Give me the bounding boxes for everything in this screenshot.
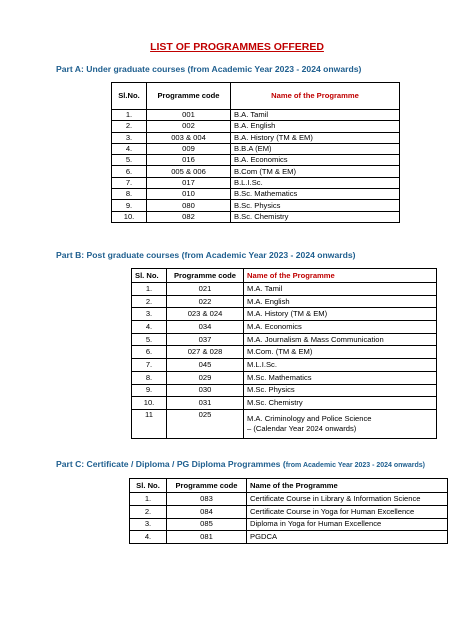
table-row: [132, 371, 437, 384]
code-header: Programme code: [167, 269, 244, 283]
slno-header: Sl. No.: [130, 479, 167, 493]
part-b-table: [131, 268, 437, 439]
programme-name-cell: M.Sc. Physics: [244, 384, 437, 397]
table-row: [112, 189, 400, 200]
programme-name-cell: M.A. English: [244, 295, 437, 308]
programme-code-cell: 085: [167, 518, 247, 531]
slno-cell: 9.: [112, 200, 147, 211]
programme-code-cell: 016: [147, 155, 231, 166]
part-c-heading-small: from Academic Year 2023 - 2024 onwards): [285, 462, 425, 469]
programme-name-cell: B.Com (TM & EM): [231, 166, 400, 177]
programme-code-cell: 017: [147, 177, 231, 188]
part-a-table: [111, 82, 400, 223]
programme-name-cell: M.A. Journalism & Mass Communication: [244, 333, 437, 346]
programme-name-cell: M.Sc. Mathematics: [244, 371, 437, 384]
slno-cell: 10.: [112, 211, 147, 222]
table-row: [132, 359, 437, 372]
slno-cell: 7.: [132, 359, 167, 372]
part-a-heading: Part A: Under graduate courses (from Academic Year 2023 - 2024 onwards): [56, 64, 362, 74]
part-c-table: [129, 478, 448, 544]
programme-code-cell: 027 & 028: [167, 346, 244, 359]
table-header-row: [112, 83, 400, 110]
part-c-body: [130, 493, 448, 544]
part-c-heading: [56, 459, 425, 469]
part-b-heading: Part B: Post graduate courses (from Academic Year 2023 - 2024 onwards): [56, 250, 356, 260]
programme-code-cell: 082: [147, 211, 231, 222]
table-row: [112, 132, 400, 143]
programme-name-cell: Certificate Course in Library & Information Science: [247, 493, 448, 506]
slno-cell: 4.: [112, 143, 147, 154]
table-row: [130, 493, 448, 506]
table-row: [130, 531, 448, 544]
programme-code-cell: 010: [147, 189, 231, 200]
programme-name-cell: B.B.A (EM): [231, 143, 400, 154]
programme-code-cell: 034: [167, 321, 244, 334]
programme-name-cell: PGDCA: [247, 531, 448, 544]
programme-name-note: – (Calendar Year 2024 onwards): [247, 424, 357, 434]
programme-name-cell: B.A. History (TM & EM): [231, 132, 400, 143]
programme-code-cell: 037: [167, 333, 244, 346]
slno-cell: 8.: [112, 189, 147, 200]
programme-name-line: M.A. Criminology and Police Science: [247, 414, 372, 424]
programme-name-cell: Certificate Course in Yoga for Human Excellence: [247, 505, 448, 518]
programme-name-cell: M.Com. (TM & EM): [244, 346, 437, 359]
programme-code-cell: 022: [167, 295, 244, 308]
slno-cell: 3.: [132, 308, 167, 321]
programme-name-cell: B.Sc. Chemistry: [231, 211, 400, 222]
programme-name-cell: B.A. Economics: [231, 155, 400, 166]
slno-cell: 10.: [132, 397, 167, 410]
table-row: [132, 283, 437, 296]
slno-cell: 5.: [112, 155, 147, 166]
programme-code-cell: 084: [167, 505, 247, 518]
programme-name-cell: M.A. Economics: [244, 321, 437, 334]
programme-code-cell: 030: [167, 384, 244, 397]
programme-code-cell: 002: [147, 121, 231, 132]
programme-name-header: Name of the Programme: [244, 269, 437, 283]
table-row: [132, 397, 437, 410]
programme-name-cell: M.L.I.Sc.: [244, 359, 437, 372]
programme-code-cell: 009: [147, 143, 231, 154]
table-row: [130, 518, 448, 531]
code-header: Programme code: [167, 479, 247, 493]
programme-code-cell: 031: [167, 397, 244, 410]
table-row: [132, 346, 437, 359]
slno-cell: 1.: [130, 493, 167, 506]
programme-name-header: Name of the Programme: [247, 479, 448, 493]
programme-code-cell: 083: [167, 493, 247, 506]
table-header-row: [130, 479, 448, 493]
table-row: [112, 166, 400, 177]
programme-name-cell: [244, 409, 437, 438]
slno-cell: 9.: [132, 384, 167, 397]
table-row: [132, 308, 437, 321]
part-a-body: [112, 110, 400, 223]
slno-cell: 5.: [132, 333, 167, 346]
table-row: [112, 121, 400, 132]
programme-name-cell: M.Sc. Chemistry: [244, 397, 437, 410]
programme-code-cell: 005 & 006: [147, 166, 231, 177]
table-row: [132, 384, 437, 397]
slno-cell: 6.: [132, 346, 167, 359]
slno-cell: 1.: [132, 283, 167, 296]
slno-cell: 2.: [130, 505, 167, 518]
table-row: [112, 200, 400, 211]
programme-code-cell: 021: [167, 283, 244, 296]
slno-cell: 2.: [112, 121, 147, 132]
table-row: [132, 295, 437, 308]
table-row: [112, 177, 400, 188]
programme-code-cell: 001: [147, 110, 231, 121]
slno-cell: 2.: [132, 295, 167, 308]
programme-code-cell: 029: [167, 371, 244, 384]
programme-name-header: Name of the Programme: [231, 83, 400, 110]
table-row: [112, 155, 400, 166]
slno-header: Sl. No.: [132, 269, 167, 283]
table-row: [132, 333, 437, 346]
programme-name-cell: B.Sc. Mathematics: [231, 189, 400, 200]
programme-name-cell: B.Sc. Physics: [231, 200, 400, 211]
programme-code-cell: 023 & 024: [167, 308, 244, 321]
slno-cell: 1.: [112, 110, 147, 121]
programme-name-cell: B.A. English: [231, 121, 400, 132]
table-row: [132, 409, 437, 438]
table-row: [130, 505, 448, 518]
programme-name-cell: Diploma in Yoga for Human Excellence: [247, 518, 448, 531]
slno-cell: 4.: [132, 321, 167, 334]
table-row: [112, 143, 400, 154]
programme-code-cell: 080: [147, 200, 231, 211]
slno-cell: 8.: [132, 371, 167, 384]
programme-code-cell: 025: [167, 409, 244, 438]
programme-code-cell: 045: [167, 359, 244, 372]
slno-header: Sl.No.: [112, 83, 147, 110]
programme-code-cell: 081: [167, 531, 247, 544]
programme-name-cell: M.A. Tamil: [244, 283, 437, 296]
programme-name-cell: B.L.I.Sc.: [231, 177, 400, 188]
programme-name-cell: B.A. Tamil: [231, 110, 400, 121]
slno-cell: 3.: [130, 518, 167, 531]
table-row: [132, 321, 437, 334]
programme-code-cell: 003 & 004: [147, 132, 231, 143]
slno-cell: 7.: [112, 177, 147, 188]
slno-cell: 6.: [112, 166, 147, 177]
slno-cell: 3.: [112, 132, 147, 143]
programme-name-cell: M.A. History (TM & EM): [244, 308, 437, 321]
part-c-heading-main: Part C: Certificate / Diploma / PG Diploma Programmes (: [56, 459, 286, 469]
code-header: Programme code: [147, 83, 231, 110]
table-row: [112, 211, 400, 222]
page-title: LIST OF PROGRAMMES OFFERED: [150, 41, 324, 53]
slno-cell: 11: [132, 409, 167, 438]
table-row: [112, 110, 400, 121]
slno-cell: 4.: [130, 531, 167, 544]
table-header-row: [132, 269, 437, 283]
part-b-body: [132, 283, 437, 439]
